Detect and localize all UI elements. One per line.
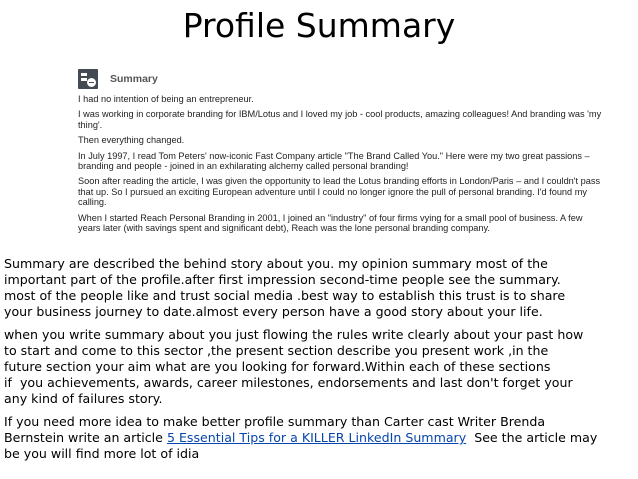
slide-title: Profile Summary <box>182 6 456 45</box>
embedded-paragraph: Soon after reading the article, I was given the opportunity to lead the Lotus branding efforts in London/Paris – and I couldn't pass that up. So I pursued an exciting European adventure until I could no longer ignore the pull of personal branding. I'd found my calling. <box>78 176 601 208</box>
embedded-summary-header <box>78 68 158 90</box>
embedded-summary-heading: Summary <box>110 73 158 85</box>
summary-icon <box>78 69 98 89</box>
embedded-paragraph: I had no intention of being an entrepreneur. <box>78 94 254 104</box>
body-paragraph-3-line-2: Bernstein write an article 5 Essential Tips for a KILLER LinkedIn Summary See the article may <box>4 430 598 445</box>
embedded-paragraph: Then everything changed. <box>78 135 185 146</box>
embedded-summary-body <box>78 94 602 238</box>
body-paragraph-2: when you write summary about you just flowing the rules write clearly about your past how to start and come to this sector ,the present section describe you present work ,in the future section your aim what are you looking for forward.Within each of these sections if you achievements, awards, career milestones, endorsements and last don't forget your any kind of failures story. <box>4 327 584 406</box>
embedded-paragraph: In July 1997, I read Tom Peters' now-iconic Fast Company article "The Brand Called You." Here were my two great passions – branding and people - joined in an exhilarating alchemy called personal branding! <box>78 150 590 172</box>
embedded-paragraph: I was working in corporate branding for IBM/Lotus and I loved my job - cool products, amazing colleagues! And branding was 'my thing'. <box>78 109 602 130</box>
slide-body <box>4 256 636 469</box>
body-paragraph-3: If you need more idea to make better profile summary than Carter cast Writer Brenda Bernstein write an article 5 Essential Tips for a KILLER LinkedIn Summary See the article may be you will find more lot of idia <box>4 414 636 462</box>
body-paragraph-1: Summary are described the behind story about you. my opinion summary most of the important part of the profile.after first impression second-time people see the summary. most of the people like and trust social media .best way to establish this trust is to share your business journey to date.almost every person have a good story about your life. <box>4 256 566 319</box>
embedded-summary-screenshot <box>78 66 602 254</box>
article-link[interactable]: 5 Essential Tips for a KILLER LinkedIn Summary <box>166 430 467 445</box>
embedded-paragraph: When I started Reach Personal Branding in 2001, I joined an "industry" of four firms vying for a small pool of business. A few years later (with savings spent and significant debt), Reach was the lone personal branding company. <box>78 212 583 234</box>
